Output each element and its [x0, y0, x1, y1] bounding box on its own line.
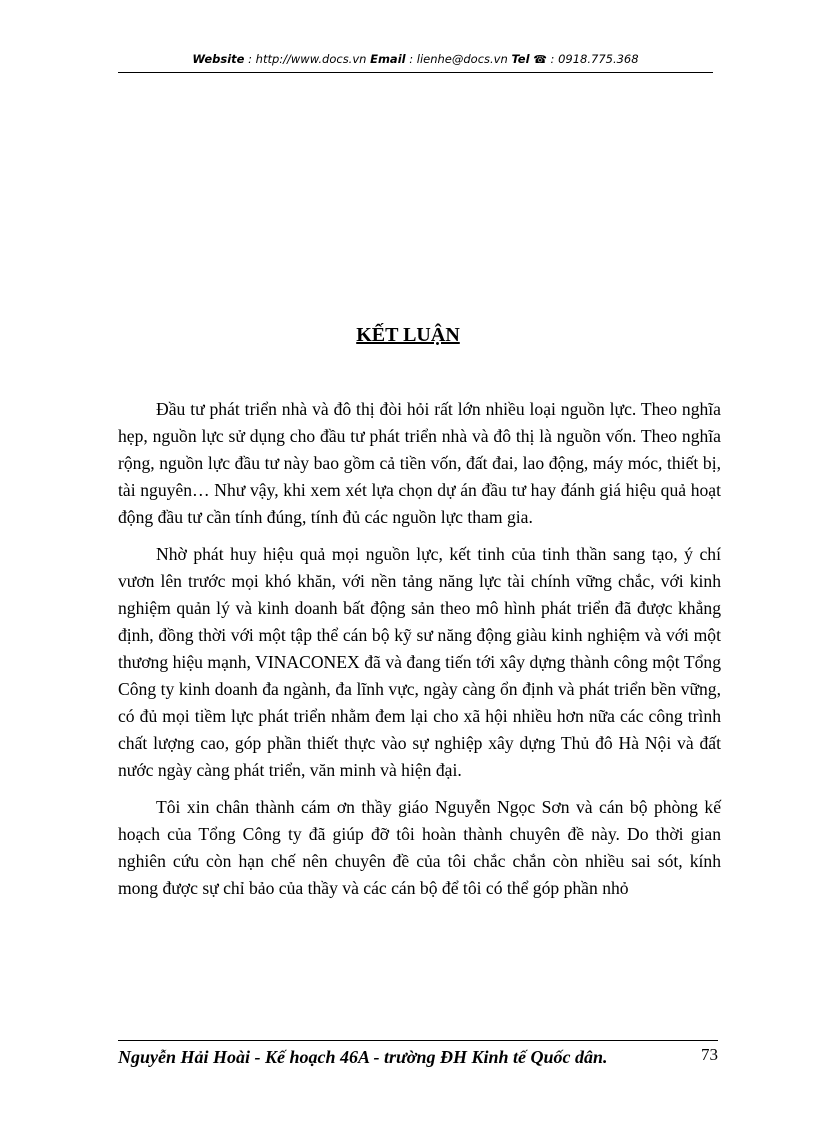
- footer-author: Nguyễn Hải Hoài - Kế hoạch 46A - trường ĐH Kinh tế Quốc dân.: [118, 1047, 608, 1067]
- body-text: [118, 396, 721, 912]
- paragraph: Đầu tư phát triển nhà và đô thị đòi hỏi rất lớn nhiều loại nguồn lực. Theo nghĩa hẹp, nguồn lực sử dụng cho đầu tư phát triển nhà và đô thị là nguồn vốn. Theo nghĩa rộng, nguồn lực đầu tư này bao gồm cả tiền vốn, đất đai, lao động, máy móc, thiết bị, tài nguyên… Như vậy, khi xem xét lựa chọn dự án đầu tư hay đánh giá hiệu quả hoạt động đầu tư cần tính đúng, tính đủ các nguồn lực tham gia.: [118, 399, 721, 527]
- email-label: Email: [370, 52, 406, 66]
- tel-value: : 0918.775.368: [546, 52, 639, 66]
- email-value: : lienhe@docs.vn: [405, 52, 512, 66]
- tel-label: Tel: [511, 52, 530, 66]
- paragraph: Nhờ phát huy hiệu quả mọi nguồn lực, kết tinh của tinh thần sang tạo, ý chí vươn lên trước mọi khó khăn, với nền tảng năng lực tài chính vững chắc, với kinh nghiệm quản lý và kinh doanh bất động sản theo mô hình phát triển đã được khẳng định, đồng thời với một tập thể cán bộ kỹ sư năng động giàu kinh nghiệm và với một thương hiệu mạnh, VINACONEX đã và đang tiến tới xây dựng thành công một Tổng Công ty kinh doanh đa ngành, đa lĩnh vực, ngày càng ổn định và phát triển bền vững, có đủ mọi tiềm lực phát triển nhằm đem lại cho xã hội nhiều hơn nữa các công trình chất lượng cao, góp phần thiết thực vào sự nghiệp xây dựng Thủ đô Hà Nội và đất nước ngày càng phát triển, văn minh và hiện đại.: [118, 544, 721, 780]
- page-footer: [118, 1040, 718, 1071]
- paragraph: Tôi xin chân thành cám ơn thầy giáo Nguyễn Ngọc Sơn và cán bộ phòng kế hoạch của Tổng Công ty đã giúp đỡ tôi hoàn thành chuyên đề này. Do thời gian nghiên cứu còn hạn chế nên chuyên đề của tôi chắc chắn còn nhiều sai sót, kính mong được sự chỉ bảo của thầy và các cán bộ để tôi có thể góp phần nhỏ: [118, 797, 721, 898]
- website-label: Website: [192, 52, 245, 66]
- page-header: [118, 50, 713, 73]
- telephone-icon: ☎: [533, 53, 547, 66]
- page-number: 73: [701, 1045, 718, 1064]
- page-title: KẾT LUẬN: [356, 324, 460, 346]
- website-value: : http://www.docs.vn: [244, 52, 371, 66]
